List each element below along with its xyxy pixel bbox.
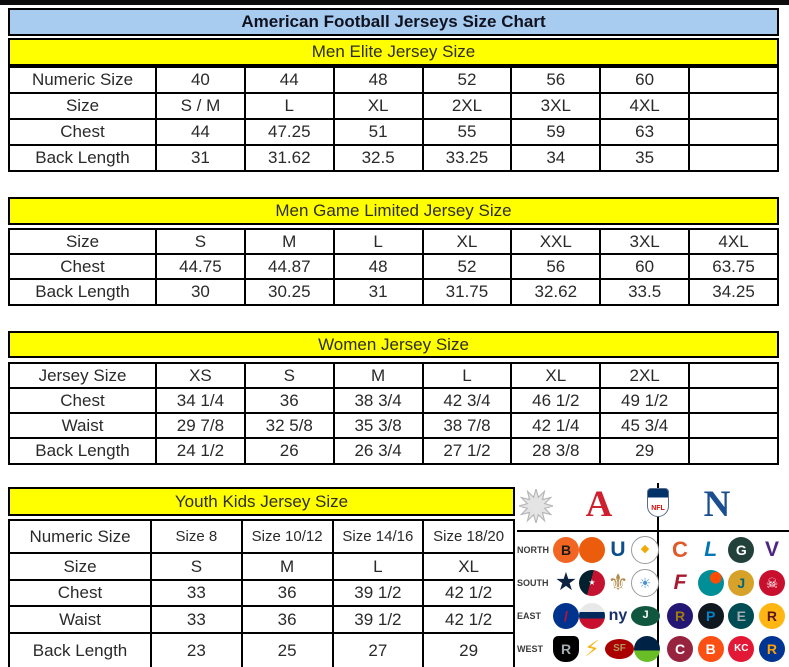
table-row (9, 229, 778, 254)
table-cell: 31.75 (423, 279, 512, 305)
nfl-logo-panel (517, 483, 789, 667)
table-cell: L (423, 363, 512, 388)
table-cell: 45 3/4 (600, 413, 689, 438)
table-cell: 24 1/2 (156, 438, 245, 464)
table-cell: 52 (423, 67, 512, 93)
division-rows (517, 533, 789, 665)
division-label: NORTH (517, 544, 549, 555)
table-row (9, 580, 514, 606)
chargers-logo: ⚡ (584, 635, 600, 661)
table-cell: 60 (600, 67, 689, 93)
table-row (9, 119, 778, 145)
table-cell: 38 7/8 (423, 413, 512, 438)
section-header-men-game-limited: Men Game Limited Jersey Size (8, 197, 779, 225)
table-cell: 44.87 (245, 254, 334, 279)
row-label: Chest (9, 254, 156, 279)
table-cell (689, 388, 778, 413)
table-cell: 32.62 (511, 279, 600, 305)
table-cell: XXL (511, 229, 600, 254)
buccaneers-logo: ☠ (759, 570, 785, 596)
row-label: Chest (9, 119, 156, 145)
table-cell: XS (156, 363, 245, 388)
table-cell: 2XL (600, 363, 689, 388)
table-row (9, 363, 778, 388)
table-cell: 32 5/8 (245, 413, 334, 438)
afc-team-logos (553, 536, 655, 564)
table-row (9, 145, 778, 171)
nfl-shield-icon: NFL (647, 488, 669, 517)
texans-logo: ★ (579, 570, 605, 596)
table-cell: 44 (245, 67, 334, 93)
table-cell: 46 1/2 (511, 388, 600, 413)
table-cell: 4XL (689, 229, 778, 254)
table-row (9, 633, 514, 667)
table-cell: L (245, 93, 334, 119)
men-game-limited-size-table (8, 228, 779, 306)
header-divider-line (517, 530, 789, 532)
row-label: Back Length (9, 145, 156, 171)
table-cell: 23 (151, 633, 242, 667)
table-cell: 33 (151, 580, 242, 606)
table-cell: 39 1/2 (333, 606, 424, 633)
division-label: SOUTH (517, 577, 549, 588)
table-cell: 32.5 (334, 145, 423, 171)
table-cell: 2XL (423, 93, 512, 119)
vikings-logo: V (764, 538, 779, 561)
table-cell: 35 3/8 (334, 413, 423, 438)
table-cell: 36 (242, 606, 333, 633)
table-cell: 33 (151, 606, 242, 633)
table-cell: 27 (333, 633, 424, 667)
row-label: Jersey Size (9, 363, 156, 388)
table-row (9, 438, 778, 464)
row-label: Size (9, 553, 151, 580)
table-cell: 36 (242, 580, 333, 606)
row-label: Chest (9, 580, 151, 606)
afc-team-logos (553, 636, 655, 662)
table-cell: 52 (423, 254, 512, 279)
table-cell: S (156, 229, 245, 254)
row-label: Numeric Size (9, 67, 156, 93)
table-cell: 31.62 (245, 145, 334, 171)
table-cell: 29 7/8 (156, 413, 245, 438)
nfc-team-logos (655, 570, 785, 596)
table-cell: 56 (511, 67, 600, 93)
table-cell: 39 1/2 (333, 580, 424, 606)
table-cell: 33.25 (423, 145, 512, 171)
section-header-youth: Youth Kids Jersey Size (8, 487, 515, 516)
table-cell: 30 (156, 279, 245, 305)
table-cell: 35 (600, 145, 689, 171)
table-cell: 34 1/4 (156, 388, 245, 413)
table-cell: XL (423, 229, 512, 254)
women-size-table (8, 362, 779, 465)
table-cell: 34.25 (689, 279, 778, 305)
table-row (9, 279, 778, 305)
49ers-logo: SF (605, 639, 634, 659)
division-row (517, 533, 789, 566)
table-cell: 38 3/4 (334, 388, 423, 413)
row-label: Chest (9, 388, 156, 413)
table-cell (689, 413, 778, 438)
nfc-team-logos (655, 537, 785, 563)
table-cell: XL (334, 93, 423, 119)
nfc-team-logos (655, 636, 785, 662)
cowboys-logo: ★ (554, 568, 578, 596)
row-label: Waist (9, 606, 151, 633)
ravens-logo: R (667, 603, 693, 629)
table-cell (689, 438, 778, 464)
table-cell: 42 1/4 (511, 413, 600, 438)
table-cell: S (245, 363, 334, 388)
giants-logo: ny (608, 606, 628, 624)
afc-team-logos (553, 603, 655, 629)
row-label: Size (9, 93, 156, 119)
jets-logo: J (631, 606, 660, 626)
row-label: Size (9, 229, 156, 254)
table-cell: 3XL (511, 93, 600, 119)
table-cell: Size 14/16 (333, 520, 424, 553)
table-cell: 31 (156, 145, 245, 171)
starburst-icon (519, 489, 553, 523)
table-cell: 42 1/2 (423, 580, 514, 606)
page-title: American Football Jerseys Size Chart (8, 8, 779, 36)
table-cell: 44.75 (156, 254, 245, 279)
table-cell: 3XL (600, 229, 689, 254)
table-cell: L (333, 553, 424, 580)
patriots-logo (579, 603, 605, 629)
bears-logo: C (672, 536, 688, 562)
table-cell: 30.25 (245, 279, 334, 305)
table-cell: Size 10/12 (242, 520, 333, 553)
afc-team-logos (553, 569, 655, 597)
table-cell: 49 1/2 (600, 388, 689, 413)
nfc-logo: N (703, 484, 731, 525)
table-cell: 44 (156, 119, 245, 145)
bengals-logo: B (553, 537, 579, 563)
table-cell: 4XL (600, 93, 689, 119)
table-row (9, 388, 778, 413)
table-cell (689, 363, 778, 388)
table-cell: 34 (511, 145, 600, 171)
table-row (9, 93, 778, 119)
table-cell (689, 93, 778, 119)
dolphins-logo (698, 570, 724, 596)
table-cell (689, 145, 778, 171)
division-row (517, 566, 789, 599)
table-row (9, 413, 778, 438)
saints-logo: ⚜ (607, 569, 629, 595)
table-cell: 28 3/8 (511, 438, 600, 464)
section-header-men-elite: Men Elite Jersey Size (8, 38, 779, 66)
table-cell: 55 (423, 119, 512, 145)
table-cell: XL (511, 363, 600, 388)
chiefs-logo: KC (728, 636, 754, 662)
division-row (517, 599, 789, 632)
row-label: Back Length (9, 279, 156, 305)
table-cell: 27 1/2 (423, 438, 512, 464)
men-elite-size-table (8, 66, 779, 172)
table-cell: 48 (334, 67, 423, 93)
row-label: Back Length (9, 438, 156, 464)
table-cell: 25 (242, 633, 333, 667)
table-cell: 63 (600, 119, 689, 145)
table-cell: XL (423, 553, 514, 580)
table-cell: L (334, 229, 423, 254)
table-cell: 56 (511, 254, 600, 279)
section-header-women: Women Jersey Size (8, 331, 779, 358)
table-cell: 51 (334, 119, 423, 145)
table-cell: 40 (156, 67, 245, 93)
table-cell: 48 (334, 254, 423, 279)
table-cell: 47.25 (245, 119, 334, 145)
table-cell: M (245, 229, 334, 254)
lions-logo: L (704, 538, 718, 561)
table-cell: 31 (334, 279, 423, 305)
eagles-logo: E (728, 603, 754, 629)
table-row (9, 520, 514, 553)
youth-size-table (8, 519, 515, 667)
table-cell: Size 18/20 (423, 520, 514, 553)
table-cell: 42 1/2 (423, 606, 514, 633)
raiders-logo: R (553, 636, 579, 662)
table-cell (689, 67, 778, 93)
table-cell (689, 119, 778, 145)
table-cell: 29 (600, 438, 689, 464)
titans-logo: ☀ (631, 569, 659, 597)
row-label: Numeric Size (9, 520, 151, 553)
table-cell: 29 (423, 633, 514, 667)
table-cell: Size 8 (151, 520, 242, 553)
row-label: Back Length (9, 633, 151, 667)
table-row (9, 254, 778, 279)
table-row (9, 67, 778, 93)
table-cell: 60 (600, 254, 689, 279)
table-cell: 33.5 (600, 279, 689, 305)
division-row (517, 632, 789, 665)
table-cell: 36 (245, 388, 334, 413)
conference-header-row (517, 483, 789, 530)
steelers-logo: ◆ (631, 536, 659, 564)
table-cell: 26 (245, 438, 334, 464)
packers-logo: G (728, 537, 754, 563)
broncos-logo: B (698, 636, 724, 662)
nfc-team-logos (655, 603, 785, 629)
division-label: EAST (517, 610, 542, 621)
afc-logo: A (585, 484, 613, 525)
division-label: WEST (517, 643, 543, 654)
table-cell: M (242, 553, 333, 580)
table-row (9, 606, 514, 633)
redskins-logo: R (759, 603, 785, 629)
table-cell: 63.75 (689, 254, 778, 279)
table-cell: M (334, 363, 423, 388)
cardinals-logo: C (667, 636, 693, 662)
table-cell: 26 3/4 (334, 438, 423, 464)
top-border-band (0, 0, 789, 5)
rams-logo: R (759, 636, 785, 662)
table-cell: S / M (156, 93, 245, 119)
table-row (9, 553, 514, 580)
browns-logo (579, 537, 605, 563)
table-cell: 42 3/4 (423, 388, 512, 413)
panthers-logo: P (698, 603, 724, 629)
colts-logo: U (610, 538, 626, 561)
table-cell: S (151, 553, 242, 580)
falcons-logo: F (673, 571, 687, 594)
jaguars-logo: J (728, 570, 754, 596)
table-cell: 59 (511, 119, 600, 145)
row-label: Waist (9, 413, 156, 438)
bills-logo: / (553, 603, 579, 629)
